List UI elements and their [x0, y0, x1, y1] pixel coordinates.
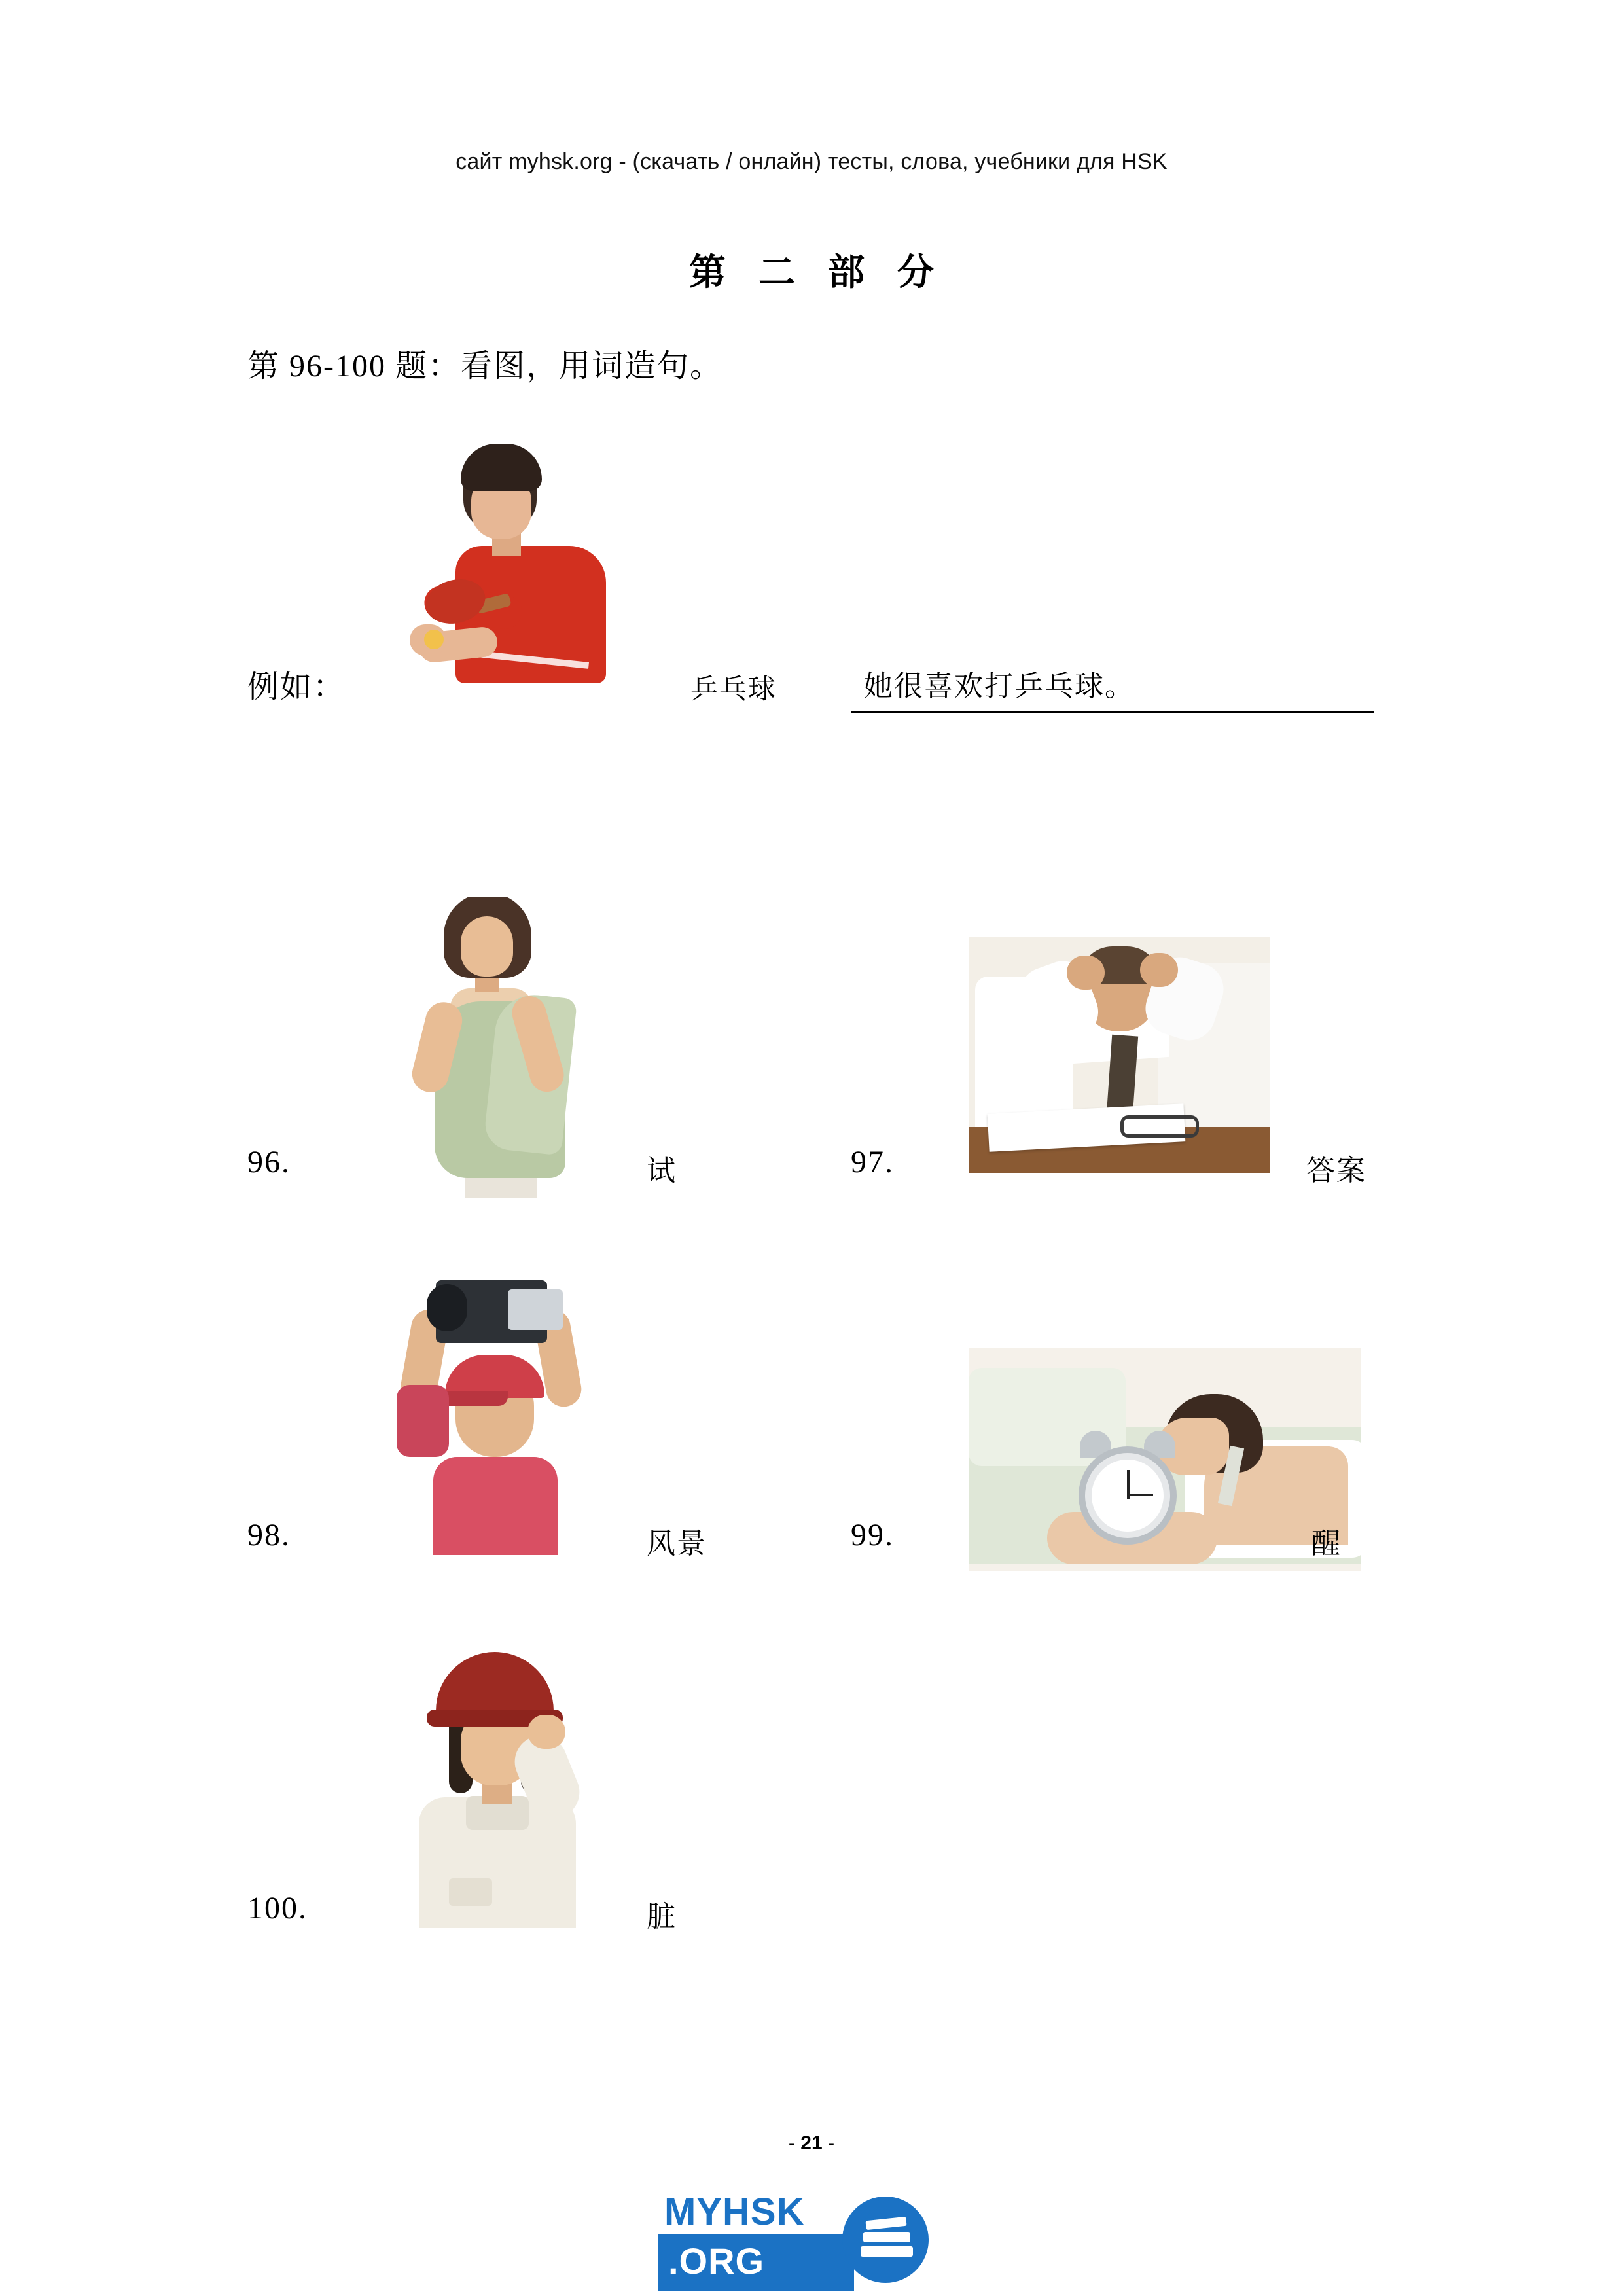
logo-secondary-text: .ORG: [668, 2240, 765, 2282]
question-image-97: [969, 937, 1270, 1173]
logo-primary-text: MYHSK: [664, 2191, 805, 2233]
book-line-bottom: [861, 2246, 913, 2257]
book-line-middle: [863, 2232, 910, 2242]
question-number-96: 96.: [247, 1145, 291, 1179]
instruction-text: 第 96-100 题：看图，用词造句。: [247, 349, 722, 384]
myhsk-logo[interactable]: [658, 2186, 965, 2291]
example-label: 例如：: [247, 670, 346, 704]
section-title: 第 二 部 分: [689, 253, 946, 293]
example-image: [393, 440, 641, 702]
question-number-99: 99.: [851, 1518, 894, 1552]
example-word: 乒乓球: [690, 675, 777, 705]
question-word-100: 脏: [647, 1901, 677, 1933]
site-header: сайт myhsk.org - (скачать / онлайн) тесты, слова, учебники для HSK: [455, 149, 1168, 174]
question-word-99: 醒: [1311, 1528, 1342, 1560]
question-word-98: 风景: [647, 1528, 707, 1560]
question-word-96: 试: [647, 1155, 677, 1187]
question-number-100: 100.: [247, 1891, 308, 1926]
question-image-98: [393, 1270, 589, 1597]
question-image-99: [969, 1348, 1361, 1571]
question-word-97: 答案: [1306, 1155, 1366, 1187]
example-answer: 她很喜欢打乒乓球。: [851, 662, 1374, 713]
question-number-98: 98.: [247, 1518, 291, 1552]
question-image-100: [393, 1636, 602, 1937]
question-image-96: [393, 897, 615, 1198]
question-number-97: 97.: [851, 1145, 894, 1179]
page-number: - 21 -: [788, 2132, 835, 2154]
